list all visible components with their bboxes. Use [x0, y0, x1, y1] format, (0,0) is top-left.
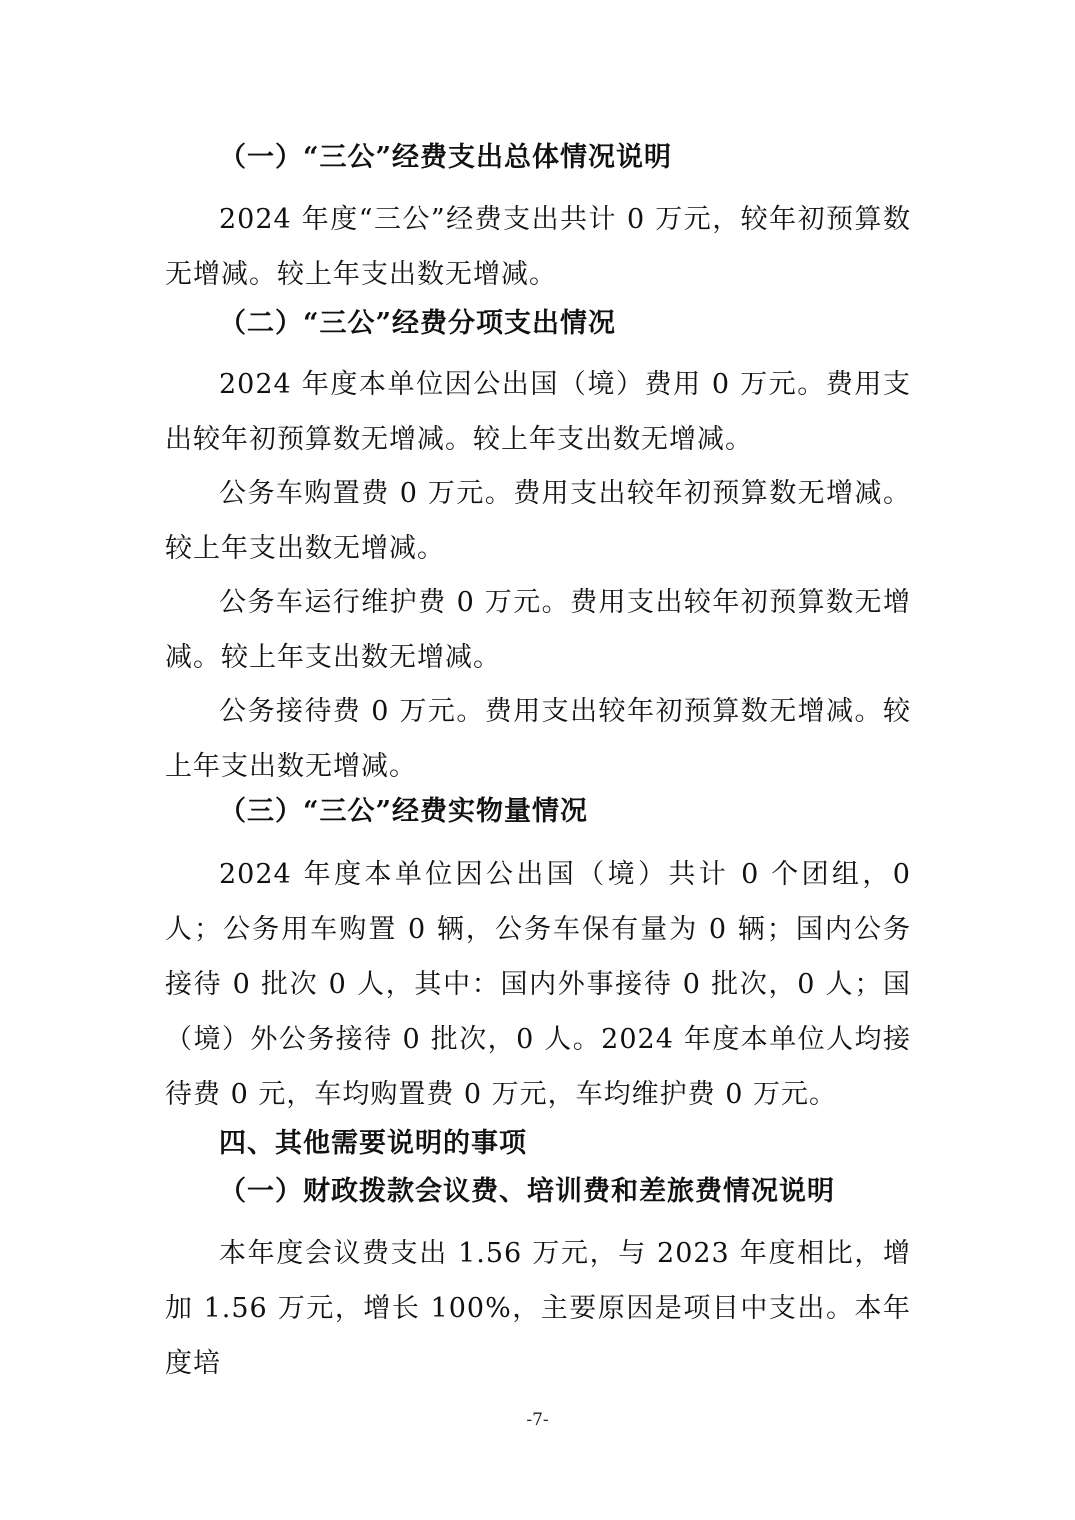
paragraph-vehicle-maintenance: 公务车运行维护费 0 万元。费用支出较年初预算数无增减。较上年支出数无增减。 — [165, 587, 911, 673]
paragraph-overseas-travel: 2024 年度本单位因公出国（境）费用 0 万元。费用支出较年初预算数无增减。较上年支出数无增减。 — [165, 369, 911, 455]
paragraph-physical-quantity: 2024 年度本单位因公出国（境）共计 0 个团组，0 人；公务用车购置 0 辆，公务车保有量为 0 辆；国内公务接待 0 批次 0 人，其中：国内外事接待 0 批次，0 人；国（境）外公务接待 0 批次，0 人。2024 年度本单位人均接待费 0 元，车均购置费 0 万元，车均维护费 0 万元。 — [165, 859, 911, 1110]
section-heading-sangong-itemized: （二）“三公”经费分项支出情况 — [219, 308, 617, 339]
section-heading-other-matters: 四、其他需要说明的事项 — [219, 1128, 527, 1159]
paragraph-sangong-overall: 2024 年度“三公”经费支出共计 0 万元，较年初预算数无增减。较上年支出数无增减。 — [165, 204, 911, 290]
section-heading-meeting-training-travel: （一）财政拨款会议费、培训费和差旅费情况说明 — [219, 1176, 835, 1207]
page-number: -7- — [526, 1410, 549, 1430]
section-heading-sangong-physical: （三）“三公”经费实物量情况 — [219, 796, 589, 827]
paragraph-vehicle-purchase: 公务车购置费 0 万元。费用支出较年初预算数无增减。较上年支出数无增减。 — [165, 478, 911, 564]
paragraph-meeting-expenses: 本年度会议费支出 1.56 万元，与 2023 年度相比，增加 1.56 万元，增长 100%，主要原因是项目中支出。本年度培 — [165, 1238, 911, 1379]
paragraph-official-reception: 公务接待费 0 万元。费用支出较年初预算数无增减。较上年支出数无增减。 — [165, 696, 911, 782]
section-heading-sangong-overall: （一）“三公”经费支出总体情况说明 — [219, 142, 673, 173]
